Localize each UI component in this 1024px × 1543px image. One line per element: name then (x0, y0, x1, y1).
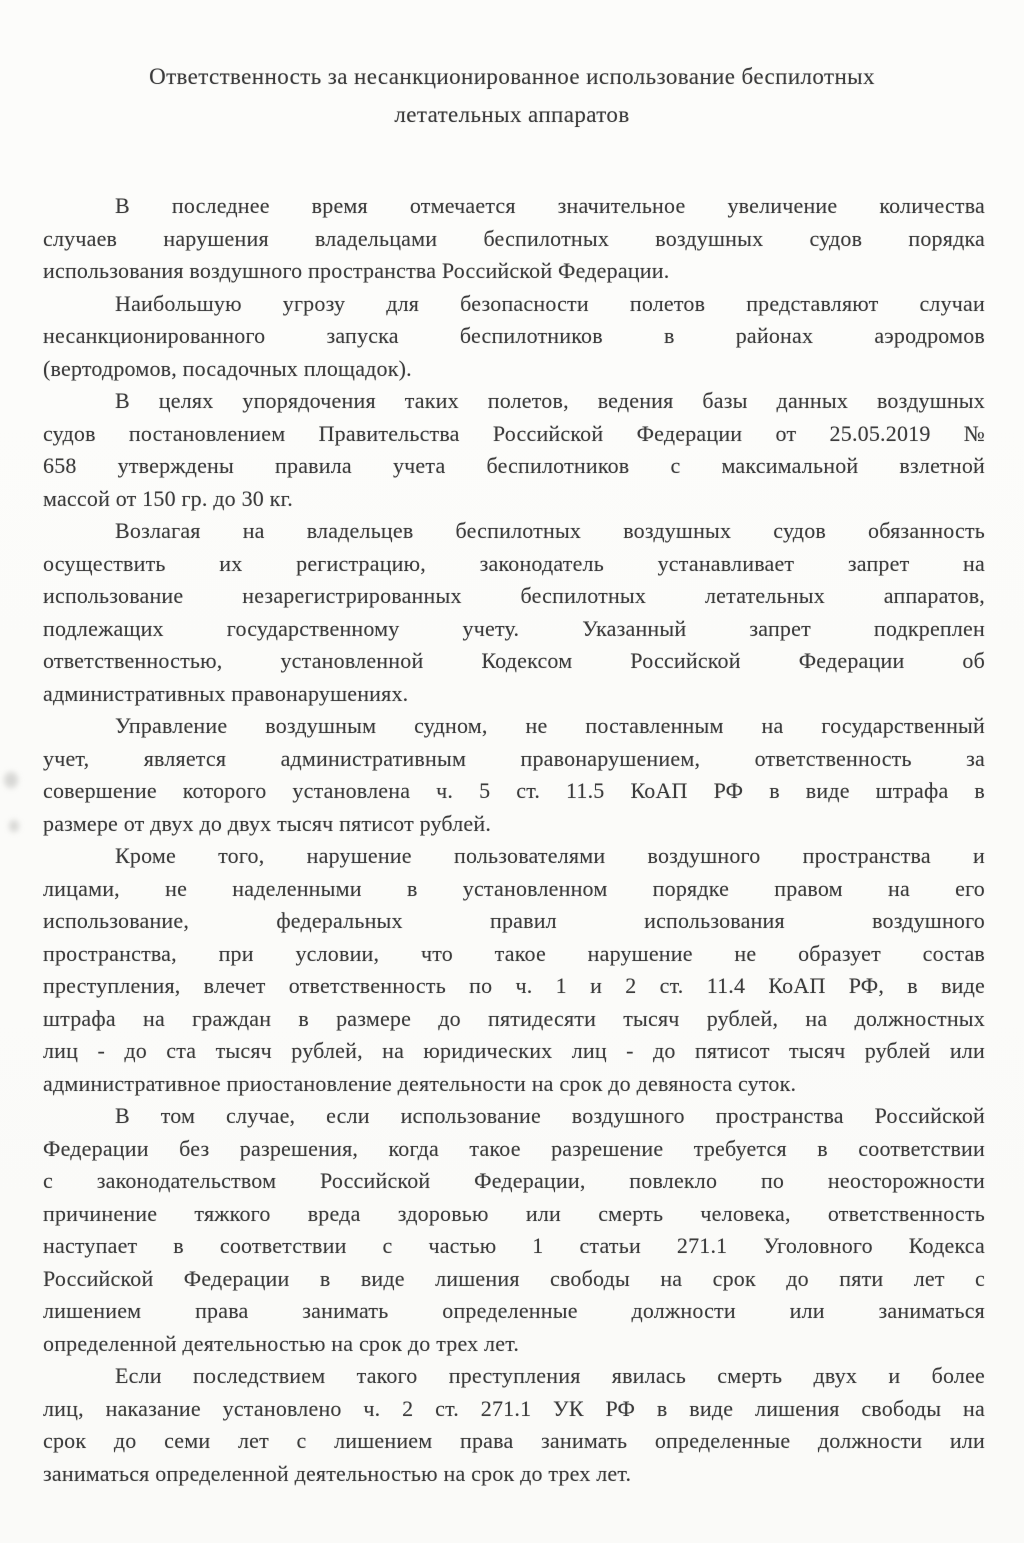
paragraph (43, 1360, 985, 1490)
text-line: В целях упорядочения таких полетов, ведения базы данных воздушных (115, 388, 985, 413)
text-line: лицами, не наделенными в установленном порядке правом на его (43, 875, 985, 901)
text-line: Возлагая на владельцев беспилотных воздушных судов обязанность (115, 518, 985, 543)
text-line: судов постановлением Правительства Российской Федерации от 25.05.2019 № (43, 420, 985, 446)
text-line: лишением права занимать определенные должности или заниматься (43, 1298, 985, 1323)
document-title-line: летательных аппаратов (394, 102, 630, 127)
document-title (0, 0, 1024, 134)
document-body (43, 190, 985, 1490)
text-line: Кроме того, нарушение пользователями воздушного пространства и (115, 843, 985, 868)
text-line: использование, федеральных правил использования воздушного (43, 908, 985, 933)
text-line: массой от 150 гр. до 30 кг. (43, 485, 294, 511)
text-line: несанкционированного запуска беспилотников в районах аэродромов (43, 323, 985, 348)
text-line: с законодательством Российской Федерации, повлекло по неосторожности (43, 1168, 985, 1193)
text-line: определенной деятельностью на срок до трех лет. (43, 1330, 520, 1356)
paragraph (43, 288, 985, 386)
text-line: срок до семи лет с лишением права занимать определенные должности или (43, 1428, 985, 1453)
text-line: В том случае, если использование воздушного пространства Российской (115, 1103, 985, 1128)
text-line: Управление воздушным судном, не поставленным на государственный (115, 713, 985, 738)
text-line: наступает в соответствии с частью 1 статьи 271.1 Уголовного Кодекса (43, 1233, 985, 1258)
paragraph (43, 190, 985, 288)
text-line: административных правонарушениях. (43, 680, 409, 706)
text-line: В последнее время отмечается значительное увеличение количества (115, 193, 985, 218)
scan-smudge (4, 772, 18, 788)
document-title-line: Ответственность за несанкционированное использование беспилотных (149, 64, 875, 89)
text-line: использование незарегистрированных беспилотных летательных аппаратов, (43, 583, 985, 608)
text-line: случаев нарушения владельцами беспилотных воздушных судов порядка (43, 225, 985, 251)
paragraph (43, 385, 985, 515)
text-line: преступления, влечет ответственность по ч. 1 и 2 ст. 11.4 КоАП РФ, в виде (43, 973, 985, 998)
text-line: заниматься определенной деятельностью на срок до трех лет. (43, 1460, 632, 1486)
text-line: совершение которого установлена ч. 5 ст. 11.5 КоАП РФ в виде штрафа в (43, 778, 985, 803)
text-line: осуществить их регистрацию, законодатель устанавливает запрет на (43, 550, 985, 576)
paragraph (43, 710, 985, 840)
text-line: Наибольшую угрозу для безопасности полетов представляют случаи (115, 290, 985, 316)
text-line: лиц, наказание установлено ч. 2 ст. 271.1 УК РФ в виде лишения свободы на (43, 1395, 985, 1421)
text-line: ответственностью, установленной Кодексом Российской Федерации об (43, 648, 985, 673)
paragraph (43, 515, 985, 710)
text-line: лиц - до ста тысяч рублей, на юридических лиц - до пятисот тысяч рублей или (43, 1038, 985, 1063)
scan-smudge (9, 820, 19, 832)
text-line: использования воздушного пространства Российской Федерации. (43, 258, 670, 283)
text-line: пространства, при условии, что такое нарушение не образует состав (43, 940, 985, 966)
text-line: 658 утверждены правила учета беспилотников с максимальной взлетной (43, 453, 985, 478)
text-line: административное приостановление деятельности на срок до девяноста суток. (43, 1070, 797, 1096)
paragraph (43, 840, 985, 1100)
text-line: учет, является административным правонарушением, ответственность за (43, 745, 985, 771)
text-line: причинение тяжкого вреда здоровью или смерть человека, ответственность (43, 1200, 985, 1226)
text-line: Российской Федерации в виде лишения свободы на срок до пяти лет с (43, 1265, 985, 1291)
text-line: штрафа на граждан в размере до пятидесяти тысяч рублей, на должностных (43, 1005, 985, 1031)
text-line: подлежащих государственному учету. Указанный запрет подкреплен (43, 615, 985, 641)
text-line: Если последствием такого преступления явилась смерть двух и более (115, 1363, 985, 1388)
text-line: Федерации без разрешения, когда такое разрешение требуется в соответствии (43, 1135, 985, 1161)
paragraph (43, 1100, 985, 1360)
text-line: (вертодромов, посадочных площадок). (43, 355, 412, 381)
text-line: размере от двух до двух тысяч пятисот рублей. (43, 810, 492, 836)
